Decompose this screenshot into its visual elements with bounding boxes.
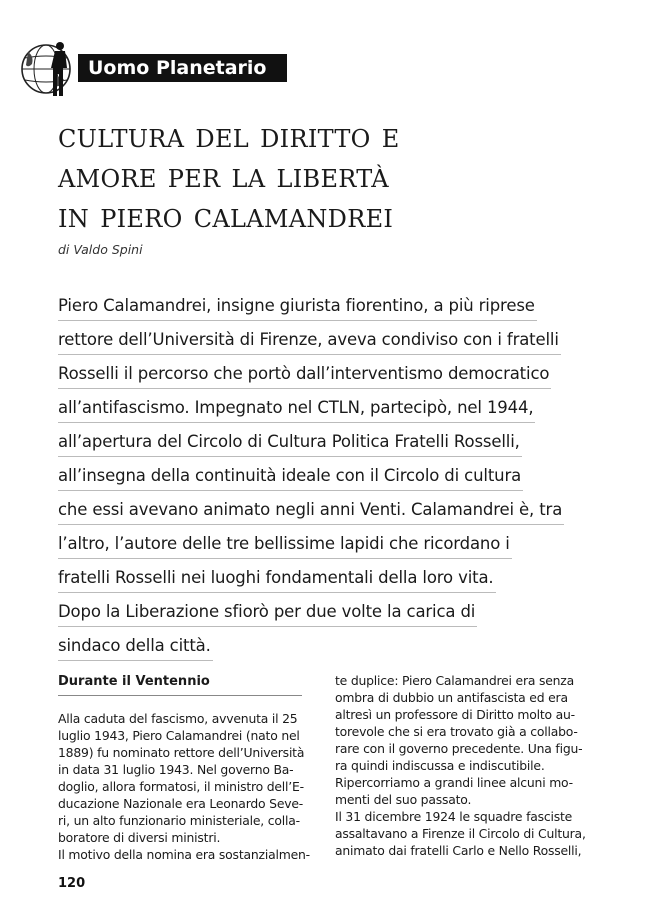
lead-line: all’apertura del Circolo di Cultura Politica Fratelli Rosselli, [58,428,522,457]
body-line: Ripercorriamo a grandi linee alcuni mo- [335,775,573,790]
title-line: amore per la libertà [58,156,389,196]
body-line: rare con il governo precedente. Una figu- [335,741,583,756]
globe-figure-icon [20,38,76,100]
title-line: cultura del diritto e [58,116,400,156]
body-line: menti del suo passato. [335,792,472,807]
body-line: ri, un alto funzionario ministeriale, colla- [58,813,300,828]
lead-line: Rosselli il percorso che portò dall’interventismo democratico [58,360,551,389]
body-line: doglio, allora formatosi, il ministro dell’E- [58,779,304,794]
section-heading: Durante il Ventennio [58,672,302,696]
body-line: ducazione Nazionale era Leonardo Seve- [58,796,304,811]
body-line: torevole che si era trovato già a collabo- [335,724,578,739]
right-column [335,672,587,859]
byline: di Valdo Spini [58,242,143,257]
title-line: in piero calamandrei [58,196,394,236]
article-title [58,116,618,236]
lead-line: all’antifascismo. Impegnato nel CTLN, partecipò, nel 1944, [58,394,535,423]
left-column [58,672,310,863]
body-line: altresì un professore di Diritto molto au- [335,707,575,722]
lead-line: all’insegna della continuità ideale con il Circolo di cultura [58,462,523,491]
body-line: ombra di dubbio un antifascista ed era [335,690,568,705]
body-line: animato dai fratelli Carlo e Nello Rosselli, [335,843,582,858]
body-line: assaltavano a Firenze il Circolo di Cultura, [335,826,586,841]
body-line: 1889) fu nominato rettore dell’Università [58,745,305,760]
page-number: 120 [58,876,86,891]
body-line: Il 31 dicembre 1924 le squadre fasciste [335,809,573,824]
body-line: te duplice: Piero Calamandrei era senza [335,673,575,688]
body-line: Alla caduta del fascismo, avvenuta il 25 [58,711,298,726]
lead-line: sindaco della città. [58,632,213,661]
lead-line: Piero Calamandrei, insigne giurista fiorentino, a più riprese [58,292,537,321]
body-line: boratore di diversi ministri. [58,830,221,845]
section-label: Uomo Planetario [78,54,287,82]
body-line: Il motivo della nomina era sostanzialmen- [58,847,310,862]
body-line: luglio 1943, Piero Calamandrei (nato nel [58,728,300,743]
body-line: ra quindi indiscussa e indiscutibile. [335,758,545,773]
lead-line: Dopo la Liberazione sfiorò per due volte la carica di [58,598,477,627]
body-line: in data 31 luglio 1943. Nel governo Ba- [58,762,294,777]
lead-line: che essi avevano animato negli anni Venti. Calamandrei è, tra [58,496,564,525]
lead-line: rettore dell’Università di Firenze, aveva condiviso con i fratelli [58,326,561,355]
lead-line: fratelli Rosselli nei luoghi fondamentali della loro vita. [58,564,496,593]
lead-line: l’altro, l’autore delle tre bellissime lapidi che ricordano i [58,530,512,559]
lead-paragraph [58,292,618,666]
